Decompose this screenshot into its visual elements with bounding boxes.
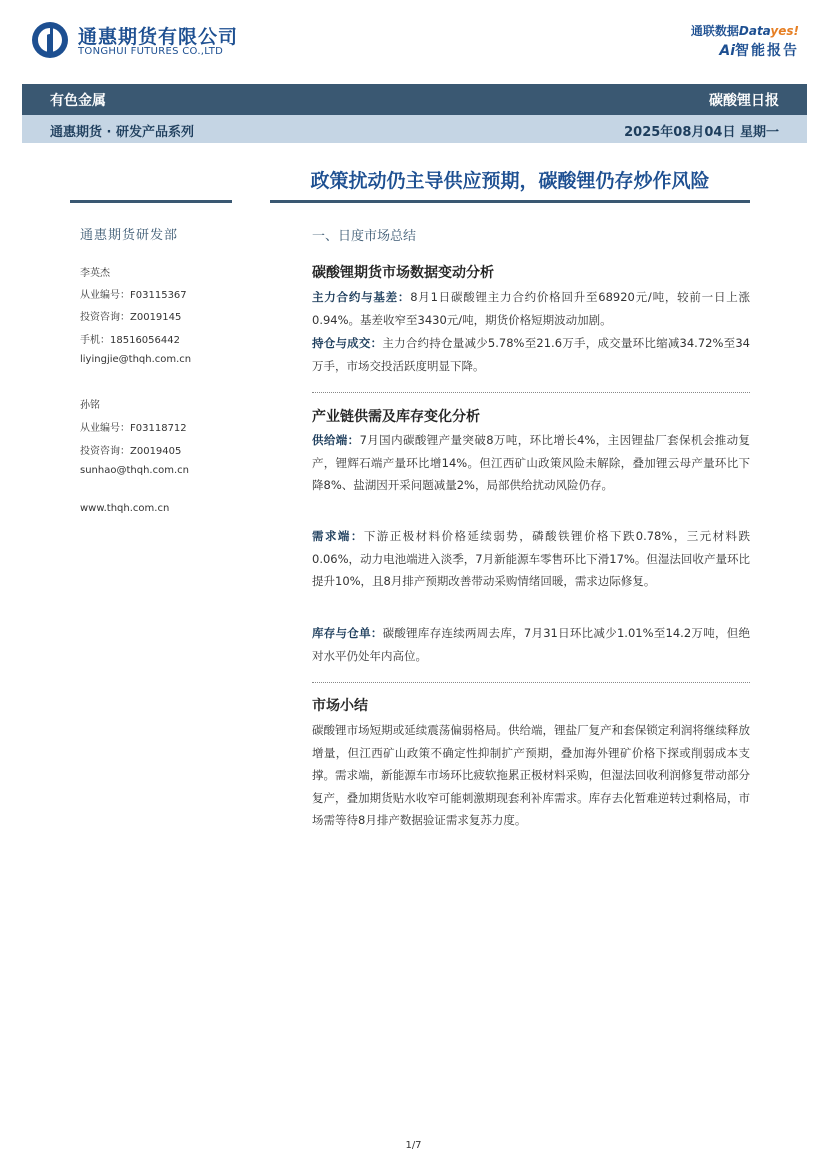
paragraph-text: 碳酸锂库存连续两周去库，7月31日环比减少1.01%至14.2万吨，但绝对水平仍处年内高位。	[312, 626, 750, 663]
brand-yes: yes!	[770, 24, 799, 38]
paragraph-text: 碳酸锂市场短期或延续震荡偏弱格局。供给端，锂盐厂复产和套保锁定利润将继续释放增量，但江西矿山政策不确定性抑制扩产预期，叠加海外锂矿价格下探或削弱成本支撑。需求端，新能源车市场环比疲软拖累正极材料采购，但湿法回收利润修复带动部分复产，叠加期货贴水收窄可能刺激期现套利补库需求。库存去化暂难逆转过剩格局，市场需等待8月排产数据验证需求复苏力度。	[312, 723, 750, 827]
page-title: 政策扰动仍主导供应预期，碳酸锂仍存炒作风险	[310, 170, 710, 192]
report-date: 2025年08月04日 星期一	[624, 125, 779, 140]
analyst-name: 李英杰	[80, 268, 110, 279]
analyst-license: 从业编号：F03118712	[80, 423, 187, 434]
paragraph-inventory	[312, 622, 750, 667]
subsection-heading-chain: 产业链供需及库存变化分析	[312, 409, 480, 425]
category-band	[22, 84, 807, 115]
paragraph-text: 下游正极材料价格延续弱势，磷酸铁锂价格下跌0.78%，三元材料跌0.06%，动力电池端进入淡季，7月新能源车零售环比下滑17%。但湿法回收产量环比提升10%，且8月排产预期改善带动采购情绪回暖，需求边际修复。	[312, 529, 751, 588]
category-label: 有色金属	[50, 93, 106, 109]
paragraph-demand	[312, 525, 750, 593]
dotted-divider	[312, 392, 750, 393]
sidebar-divider	[70, 200, 232, 203]
analyst-invest-code: 投资咨询：Z0019145	[80, 312, 182, 323]
dotted-divider	[312, 682, 750, 683]
paragraph-supply	[312, 429, 750, 497]
ai-report-label	[719, 40, 799, 60]
paragraph-position-volume	[312, 332, 750, 377]
paragraph-label: 主力合约与基差：	[312, 290, 411, 304]
report-type-label: 碳酸锂日报	[709, 93, 779, 109]
page-number: 1/7	[405, 1140, 422, 1151]
series-label: 通惠期货 · 研发产品系列	[50, 125, 194, 140]
paragraph-label: 持仓与成交：	[312, 336, 383, 350]
paragraph-text: 8月1日碳酸锂主力合约价格回升至68920元/吨，较前一日上涨0.94%。基差收窄至3430元/吨，期货价格短期波动加剧。	[312, 290, 751, 327]
subsection-heading-summary: 市场小结	[312, 698, 368, 714]
analyst-invest-code: 投资咨询：Z0019405	[80, 446, 182, 457]
brand-data: Data	[738, 24, 771, 38]
paragraph-summary	[312, 719, 750, 832]
paragraph-label: 需求端：	[312, 529, 364, 543]
company-name-cn: 通惠期货有限公司	[78, 26, 239, 48]
analyst-license: 从业编号：F03115367	[80, 290, 187, 301]
analyst-name: 孙铭	[80, 400, 100, 411]
subsection-heading-futures: 碳酸锂期货市场数据变动分析	[312, 265, 494, 281]
title-divider	[270, 200, 750, 203]
analyst-phone: 手机：18516056442	[80, 335, 180, 346]
company-name-en: TONGHUI FUTURES CO.,LTD	[78, 46, 224, 57]
paragraph-contract-basis	[312, 286, 750, 331]
section-heading: 一、日度市场总结	[312, 229, 417, 244]
paragraph-text: 主力合约持仓量减少5.78%至21.6万手，成交量环比缩减34.72%至34万手，市场交投活跃度明显下降。	[312, 336, 750, 373]
paragraph-label: 库存与仓单：	[312, 626, 383, 640]
analyst-email[interactable]: sunhao@thqh.com.cn	[80, 465, 189, 476]
analyst-email[interactable]: liyingjie@thqh.com.cn	[80, 354, 192, 365]
company-logo-icon	[30, 20, 70, 60]
department-name: 通惠期货研发部	[80, 228, 179, 243]
website-link[interactable]: www.thqh.com.cn	[80, 503, 170, 514]
brand-cn: 通联数据	[690, 24, 739, 38]
ai-report-text: 智能报告	[735, 43, 799, 59]
datayes-logo	[691, 22, 799, 39]
paragraph-text: 7月国内碳酸锂产量突破8万吨，环比增长4%，主因锂盐厂套保机会推动复产，锂辉石端产量环比增14%。但江西矿山政策风险未解除，叠加锂云母产量环比下降8%、盐湖因开采问题减量2%，局部供给扰动风险仍存。	[312, 433, 751, 492]
paragraph-label: 供给端：	[312, 433, 360, 447]
ai-icon: Ai	[719, 43, 735, 59]
